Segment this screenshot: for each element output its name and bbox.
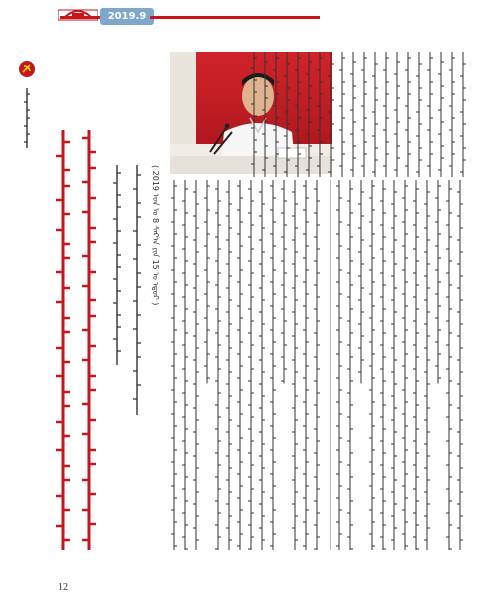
body-text-upper bbox=[250, 52, 470, 177]
issue-badge: 2019.9 bbox=[100, 8, 154, 25]
party-emblem-icon bbox=[18, 60, 36, 78]
caption-line-1 bbox=[110, 165, 128, 545]
article-caption bbox=[110, 165, 170, 545]
article-headline bbox=[52, 130, 102, 550]
caption-dateline bbox=[130, 165, 148, 545]
section-label bbox=[12, 60, 52, 160]
headline-line-2 bbox=[78, 130, 102, 550]
section-label-script bbox=[22, 88, 32, 148]
header-rule bbox=[150, 16, 162, 19]
page-number: 12 bbox=[58, 582, 68, 593]
header-stripe bbox=[60, 16, 320, 19]
headline-line-1 bbox=[52, 130, 76, 550]
column-divider bbox=[330, 180, 331, 550]
caption-date-text: ( 2019 ᠣᠨ ᠤ 8 ᠰᠠᠷ᠎ᠠ ᠶᠢᠨ 15 ᠤ ᠡᠳᠦᠷ ) bbox=[151, 165, 160, 306]
page-header bbox=[0, 0, 480, 32]
magazine-logo-icon bbox=[58, 4, 98, 24]
body-text-lower bbox=[170, 180, 470, 550]
